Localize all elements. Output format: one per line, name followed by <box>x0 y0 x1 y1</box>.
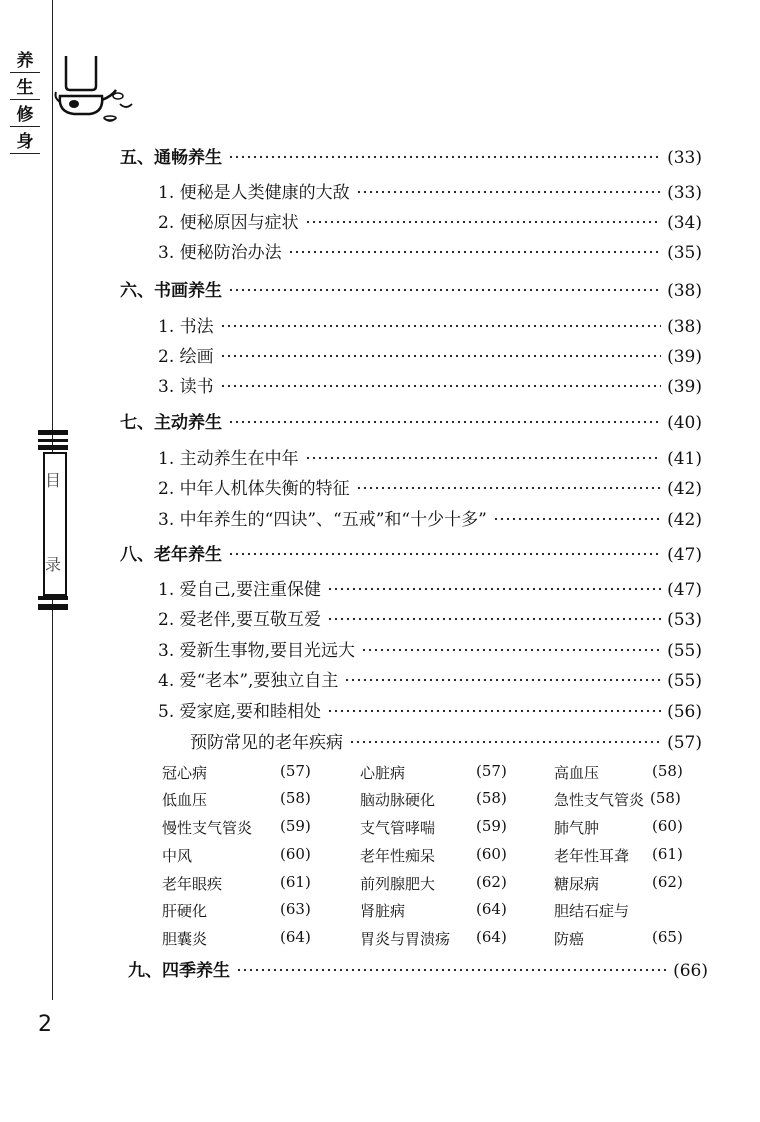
toc-item[interactable] <box>158 575 702 600</box>
toc-item[interactable] <box>158 444 702 469</box>
dot-leader <box>305 211 661 228</box>
dot-leader <box>361 639 661 656</box>
item-title: 1. 便秘是人类健康的大敌 <box>158 183 350 203</box>
item-title: 2. 便秘原因与症状 <box>158 213 299 233</box>
page-ref: (58) <box>476 789 507 807</box>
contents-char: 录 <box>44 555 61 574</box>
page-ref: (61) <box>652 845 683 863</box>
item-title: 2. 绘画 <box>158 347 214 367</box>
dot-leader <box>327 700 661 717</box>
page-ref: (65) <box>652 928 683 946</box>
disease-name[interactable]: 胃炎与胃溃疡 <box>360 930 451 948</box>
page-ref: (55) <box>667 641 702 661</box>
disease-name[interactable]: 慢性支气管炎 <box>162 819 253 837</box>
page-ref: (38) <box>667 317 702 337</box>
teapot-icon <box>52 46 134 128</box>
toc-item[interactable] <box>158 697 702 722</box>
toc-item[interactable] <box>158 605 702 630</box>
disease-name[interactable]: 前列腺肥大 <box>360 875 436 893</box>
toc-section[interactable] <box>120 276 702 301</box>
page-ref: (64) <box>476 928 507 946</box>
toc-section[interactable] <box>120 540 702 565</box>
dot-leader <box>305 447 661 464</box>
dot-leader <box>220 315 661 332</box>
disease-name[interactable]: 肝硬化 <box>162 902 208 920</box>
page-ref: (57) <box>280 762 311 780</box>
dot-leader <box>288 241 661 258</box>
page-ref: (35) <box>667 243 702 263</box>
side-title-char: 养 <box>10 50 40 73</box>
page-ref: (59) <box>476 817 507 835</box>
item-title: 3. 中年养生的“四诀”、“五戒”和“十少十多” <box>158 510 487 530</box>
toc-section[interactable] <box>120 143 702 168</box>
toc-item[interactable] <box>158 238 702 263</box>
section-title: 六、书画养生 <box>120 281 222 301</box>
side-title-char: 修 <box>10 104 40 127</box>
toc-item[interactable] <box>158 312 702 337</box>
item-title: 3. 读书 <box>158 377 214 397</box>
item-title: 1. 主动养生在中年 <box>158 449 299 469</box>
page-ref: (64) <box>280 928 311 946</box>
item-title: 3. 便秘防治办法 <box>158 243 282 263</box>
dot-leader <box>356 181 661 198</box>
page-ref: (39) <box>667 347 702 367</box>
disease-name[interactable]: 中风 <box>162 847 193 865</box>
side-title-char: 身 <box>10 131 40 154</box>
section-title: 八、老年养生 <box>120 545 222 565</box>
page-ref: (55) <box>667 671 702 691</box>
toc-item[interactable] <box>158 178 702 203</box>
dot-leader <box>220 375 661 392</box>
page-ref: (34) <box>667 213 702 233</box>
page-ref: (58) <box>280 789 311 807</box>
dot-leader <box>228 279 661 296</box>
disease-name[interactable]: 高血压 <box>554 764 600 782</box>
page-ref: (39) <box>667 377 702 397</box>
page-ref: (62) <box>652 873 683 891</box>
dot-leader <box>493 508 661 525</box>
disease-name[interactable]: 支气管哮喘 <box>360 819 436 837</box>
item-title: 2. 中年人机体失衡的特征 <box>158 479 350 499</box>
page-number: 2 <box>38 1012 52 1037</box>
dot-leader <box>327 578 661 595</box>
toc-item[interactable] <box>190 728 702 753</box>
page-ref: (66) <box>673 961 708 981</box>
page-ref: (40) <box>667 413 702 433</box>
section-title: 七、主动养生 <box>120 413 222 433</box>
page-ref: (63) <box>280 900 311 918</box>
disease-name[interactable]: 心脏病 <box>360 764 406 782</box>
page-ref: (61) <box>280 873 311 891</box>
toc-item[interactable] <box>158 636 702 661</box>
contents-marker <box>38 430 68 610</box>
page-ref: (47) <box>667 545 702 565</box>
dot-leader <box>356 477 661 494</box>
page-ref: (47) <box>667 580 702 600</box>
disease-name[interactable]: 胆结石症与 <box>554 902 630 920</box>
disease-name[interactable]: 脑动脉硬化 <box>360 791 436 809</box>
toc-section[interactable] <box>128 956 708 981</box>
item-title: 3. 爱新生事物,要目光远大 <box>158 641 356 661</box>
side-title-char: 生 <box>10 77 40 100</box>
page-ref: (57) <box>667 733 702 753</box>
dot-leader <box>349 731 661 748</box>
disease-name[interactable]: 老年性耳聋 <box>554 847 630 865</box>
disease-name[interactable]: 急性支气管炎 <box>554 791 645 809</box>
page-ref: (38) <box>667 281 702 301</box>
disease-name[interactable]: 胆囊炎 <box>162 930 208 948</box>
section-title: 五、通畅养生 <box>120 148 222 168</box>
page-ref: (58) <box>652 762 683 780</box>
contents-char: 目 <box>44 471 61 490</box>
item-title: 2. 爱老伴,要互敬互爱 <box>158 610 322 630</box>
disease-name[interactable]: 防癌 <box>554 930 585 948</box>
page-ref: (60) <box>652 817 683 835</box>
dot-leader <box>228 411 661 428</box>
page-ref: (41) <box>667 449 702 469</box>
dot-leader <box>220 345 661 362</box>
page-ref: (33) <box>667 148 702 168</box>
dot-leader <box>236 959 667 976</box>
page-ref: (33) <box>667 183 702 203</box>
toc-section[interactable] <box>120 408 702 433</box>
disease-name[interactable]: 老年性痴呆 <box>360 847 436 865</box>
disease-name[interactable]: 肺气肿 <box>554 819 600 837</box>
item-title: 1. 书法 <box>158 317 214 337</box>
toc-item[interactable] <box>158 666 702 691</box>
dot-leader <box>228 543 661 560</box>
toc-item[interactable] <box>158 208 702 233</box>
page-ref: (64) <box>476 900 507 918</box>
item-title: 5. 爱家庭,要和睦相处 <box>158 702 322 722</box>
toc-item[interactable] <box>158 474 702 499</box>
page-ref: (42) <box>667 510 702 530</box>
toc-item[interactable] <box>158 372 702 397</box>
item-title: 预防常见的老年疾病 <box>190 733 343 753</box>
page-ref: (60) <box>280 845 311 863</box>
dot-leader <box>327 608 661 625</box>
page-ref: (56) <box>667 702 702 722</box>
side-book-title <box>4 50 48 158</box>
page-ref: (59) <box>280 817 311 835</box>
item-title: 4. 爱“老本”,要独立自主 <box>158 671 339 691</box>
page-ref: (60) <box>476 845 507 863</box>
page-ref: (42) <box>667 479 702 499</box>
page-ref: (57) <box>476 762 507 780</box>
dot-leader <box>228 146 661 163</box>
page-ref: (58) <box>650 789 681 807</box>
disease-name[interactable]: 糖尿病 <box>554 875 600 893</box>
disease-name[interactable]: 低血压 <box>162 791 208 809</box>
page-ref: (53) <box>667 610 702 630</box>
disease-name[interactable]: 老年眼疾 <box>162 875 223 893</box>
disease-name[interactable]: 肾脏病 <box>360 902 406 920</box>
toc-item[interactable] <box>158 505 702 530</box>
section-title: 九、四季养生 <box>128 961 230 981</box>
disease-name[interactable]: 冠心病 <box>162 764 208 782</box>
toc-item[interactable] <box>158 342 702 367</box>
dot-leader <box>344 669 661 686</box>
item-title: 1. 爱自己,要注重保健 <box>158 580 322 600</box>
page-ref: (62) <box>476 873 507 891</box>
